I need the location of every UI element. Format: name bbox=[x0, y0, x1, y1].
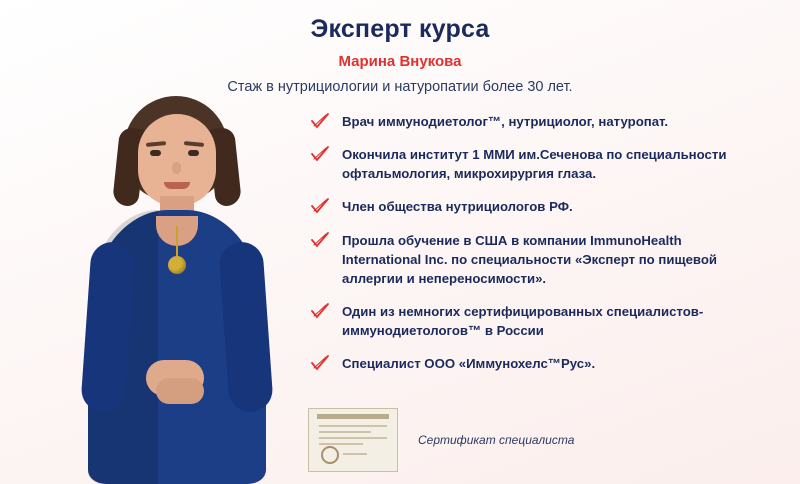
portrait-nose bbox=[172, 162, 181, 174]
list-item bbox=[310, 302, 762, 340]
check-icon bbox=[310, 145, 330, 162]
list-item-text: Специалист ООО «Иммунохелс™Рус». bbox=[342, 356, 596, 372]
certificate-thumbnail[interactable] bbox=[308, 408, 398, 472]
portrait-hands-overlap bbox=[156, 378, 204, 404]
list-item bbox=[310, 112, 762, 131]
check-icon bbox=[310, 354, 330, 371]
portrait-face bbox=[138, 114, 216, 206]
expert-name: Марина Внукова bbox=[338, 52, 462, 70]
list-item-text: Член общества нутрициологов РФ. bbox=[342, 199, 573, 215]
certificate-block bbox=[308, 408, 574, 472]
page-title: Эксперт курса bbox=[310, 15, 490, 43]
list-item-text: Один из немногих сертифицированных специалистов-иммунодиетологов™ в России bbox=[342, 303, 704, 339]
certificate-text-line bbox=[319, 425, 387, 427]
certificate-caption: Сертификат специалиста bbox=[418, 433, 575, 447]
certificate-text-line bbox=[319, 443, 363, 445]
list-item bbox=[310, 354, 762, 373]
slide-header bbox=[0, 0, 800, 96]
list-item-text: Прошла обучение в США в компании ImmunoHealth International Inc. по специальности «Эксперт по пищевой аллергии и непереносимости». bbox=[342, 232, 718, 286]
list-item bbox=[310, 145, 762, 183]
check-icon bbox=[310, 302, 330, 319]
certificate-text-line bbox=[343, 453, 367, 455]
certificate-header-bar bbox=[317, 414, 389, 419]
list-item-text: Окончила институт 1 ММИ им.Сеченова по специальности офтальмология, микрохирургия глаза. bbox=[342, 147, 727, 182]
expert-portrait bbox=[72, 92, 278, 484]
expert-tagline: Стаж в нутрициологии и натуропатии более 30 лет. bbox=[227, 79, 573, 95]
list-item bbox=[310, 197, 762, 216]
list-item bbox=[310, 231, 762, 288]
certificate-text-line bbox=[319, 431, 371, 433]
check-icon bbox=[310, 112, 330, 129]
certificate-text-line bbox=[319, 437, 387, 439]
list-item-text: Врач иммунодиетолог™, нутрициолог, натуропат. bbox=[342, 114, 669, 129]
portrait-necklace-chain bbox=[176, 226, 178, 258]
check-icon bbox=[310, 231, 330, 248]
portrait-eye-left bbox=[150, 150, 161, 156]
portrait-mouth bbox=[164, 182, 190, 189]
certificate-seal-icon bbox=[321, 446, 339, 464]
expert-credentials-list bbox=[310, 112, 762, 387]
check-icon bbox=[310, 197, 330, 214]
portrait-pendant bbox=[168, 256, 186, 274]
portrait-eye-right bbox=[188, 150, 199, 156]
